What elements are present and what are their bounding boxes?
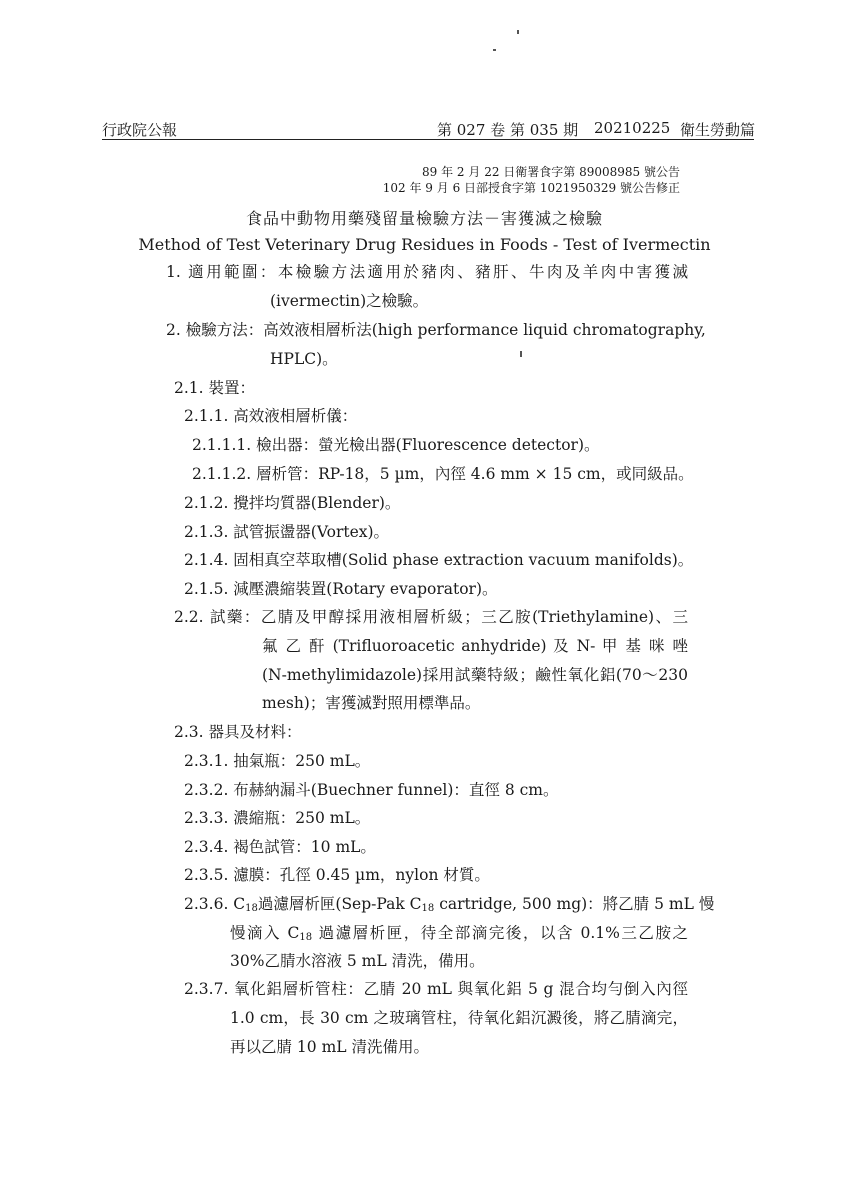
section-2-2-reagents: 2.2. 試藥：乙腈及甲醇採用液相層析級；三乙胺(Triethylamine)、三: [174, 608, 688, 626]
scan-speck: [517, 30, 519, 34]
section-2-1-4: 2.1.4. 固相真空萃取槽(Solid phase extraction vacuum manifolds)。: [184, 551, 694, 569]
section-2-1-3: 2.1.3. 試管振盪器(Vortex)。: [184, 523, 390, 541]
document-title-zh: 食品中動物用藥殘留量檢驗方法－害獲滅之檢驗: [245, 209, 603, 228]
section-1-scope-cont: (ivermectin)之檢驗。: [270, 292, 429, 310]
section-name: 衛生勞動篇: [680, 121, 756, 139]
notice-announcement: 89 年 2 月 22 日衛署食字第 89008985 號公告: [422, 165, 680, 179]
section-2-2-reagents-cont-2: (N-methylimidazole)採用試藥特級；鹼性氧化鋁(70～230: [262, 666, 688, 684]
section-2-1-2: 2.1.2. 攪拌均質器(Blender)。: [184, 494, 401, 512]
scan-speck: [520, 351, 522, 357]
section-2-3-1: 2.3.1. 抽氣瓶：250 mL。: [184, 752, 371, 770]
scan-speck: [493, 49, 496, 51]
section-2-1-1: 2.1.1. 高效液相層析儀：: [184, 407, 358, 425]
publication-name: 行政院公報: [102, 121, 178, 139]
section-2-1-1-2: 2.1.1.2. 層析管：RP-18，5 µm，內徑 4.6 mm × 15 cm，或同級品。: [192, 465, 694, 483]
volume-number: 第 027 卷: [437, 121, 506, 139]
section-2-3-6-cont-2: 30%乙腈水溶液 5 mL 清洗，備用。: [230, 952, 485, 970]
section-2-3-7: 2.3.7. 氧化鋁層析管柱：乙腈 20 mL 與氧化鋁 5 g 混合均勻倒入內徑: [184, 980, 688, 998]
section-2-3-3: 2.3.3. 濃縮瓶：250 mL。: [184, 809, 371, 827]
section-2-method-cont: HPLC)。: [270, 350, 338, 368]
section-2-3-5: 2.3.5. 濾膜：孔徑 0.45 µm，nylon 材質。: [184, 866, 490, 884]
issue-date: 20210225: [594, 119, 671, 137]
section-2-3-7-cont-1: 1.0 cm，長 30 cm 之玻璃管柱，待氧化鋁沉澱後，將乙腈滴完，: [230, 1009, 688, 1027]
section-2-1-1-1: 2.1.1.1. 檢出器：螢光檢出器(Fluorescence detector)。: [192, 436, 600, 454]
section-2-3-4: 2.3.4. 褐色試管：10 mL。: [184, 838, 376, 856]
issue-number: 第 035 期: [510, 121, 579, 139]
section-2-3-7-cont-2: 再以乙腈 10 mL 清洗備用。: [230, 1038, 429, 1056]
document-title-en: Method of Test Veterinary Drug Residues in Foods - Test of Ivermectin: [138, 235, 711, 254]
notice-amendment: 102 年 9 月 6 日部授食字第 1021950329 號公告修正: [382, 181, 680, 195]
section-2-1-apparatus: 2.1. 裝置：: [174, 379, 256, 397]
section-2-2-reagents-cont-1: 氟 乙 酐 (Trifluoroacetic anhydride) 及 N- 甲 基 咪 唑: [262, 637, 688, 655]
section-2-3-6-cont-1: 慢滴入 $C_{18}$ 過濾層析匣，待全部滴完後，以含 0.1%三乙胺之: [230, 924, 688, 943]
header-rule: [102, 139, 754, 140]
section-2-method: 2. 檢驗方法：高效液相層析法(high performance liquid chromatography,: [166, 321, 706, 339]
section-2-1-5: 2.1.5. 減壓濃縮裝置(Rotary evaporator)。: [184, 580, 498, 598]
section-2-2-reagents-cont-3: mesh)；害獲滅對照用標準品。: [262, 694, 481, 712]
section-2-3-materials: 2.3. 器具及材料：: [174, 723, 302, 741]
section-2-3-6: 2.3.6. $C_{18}$過濾層析匣(Sep-Pak $C_{18}$ cartridge, 500 mg)：將乙腈 5 mL 慢: [184, 895, 715, 914]
section-1-scope: 1. 適用範圍：本檢驗方法適用於豬肉、豬肝、牛肉及羊肉中害獲滅: [166, 263, 688, 281]
section-2-3-2: 2.3.2. 布赫納漏斗(Buechner funnel)：直徑 8 cm。: [184, 781, 559, 799]
